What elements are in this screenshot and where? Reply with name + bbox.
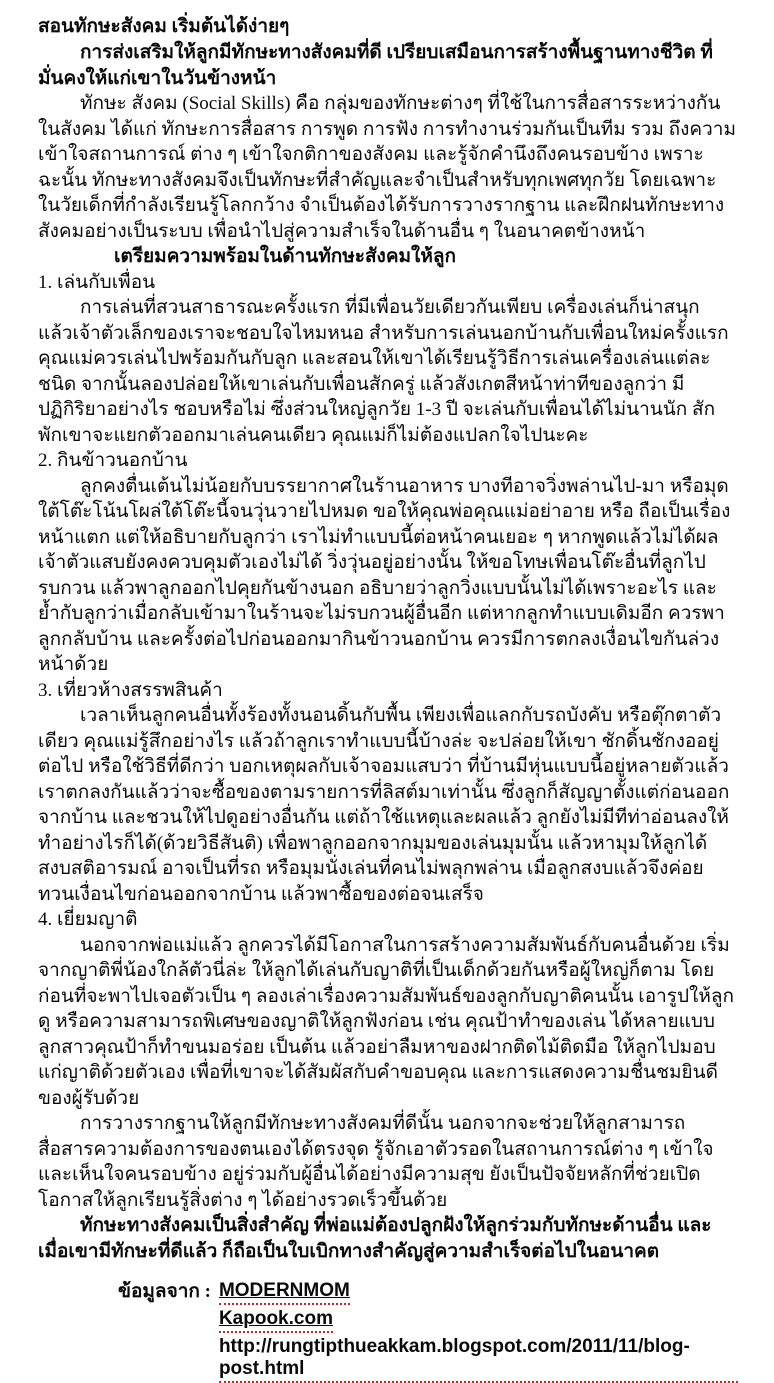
section-4-body: นอกจากพ่อแม่แล้ว ลูกควรได้มีโอกาสในการสร้างความสัมพันธ์กับคนอื่นด้วย เริ่มจากญาติพี่น้องใกล้ตัวนี่ล่ะ ให้ลูกได้เล่นกับญาติที่เป็นเด็กด้วยกันหรือผู้ใหญ่ก็ตาม โดยก่อนที่จะพาไปเจอตัวเป็น ๆ ลองเล่าเรื่องความสัมพันธ์ของลูกกับญาติคนนั้น เอารูปให้ลูกดู หรือความสามารถพิเศษของญาติให้ลูกฟังก่อน เช่น คุณป้าทำของเล่น ได้หลายแบบ ลูกสาวคุณป้าก็ทำขนมอร่อย เป็นต้น แล้วอย่าลืมหาของฝากติดไม้ติดมือ ให้ลูกไปมอบแก่ญาติด้วยตัวเอง เพื่อที่เขาจะได้สัมผัสกับคำขอบคุณ และการแสดงความชื่นชมยินดีของผู้รับด้วย [38, 934, 734, 1109]
source-link-blogspot-url[interactable]: http://rungtipthueakkam.blogspot.com/2011/11/blog-post.html [219, 1336, 738, 1383]
lead-paragraph: การส่งเสริมให้ลูกมีทักษะทางสังคมที่ดี เปรียบเสมือนการสร้างพื้นฐานทางชีวิต ที่มั่นคงให้แก่เขาในวันข้างหน้า [38, 42, 713, 89]
source-link-modernmom[interactable]: MODERNMOM [219, 1280, 350, 1305]
document-title: สอนทักษะสังคม เริ่มต้นได้ง่ายๆ [38, 16, 290, 37]
prepare-section-header: เตรียมความพร้อมในด้านทักษะสังคมให้ลูก [114, 246, 457, 267]
closing-paragraph: การวางรากฐานให้ลูกมีทักษะทางสังคมที่ดีนั้น นอกจากจะช่วยให้ลูกสามารถสื่อสารความต้องการของตนเองได้ตรงจุด รู้จักเอาตัวรอดในสถานการณ์ต่าง ๆ เข้าใจ และเห็นใจคนรอบข้าง อยู่ร่วมกับผู้อื่นได้อย่างมีความสุข ยังเป็นปัจจัยหลักที่ช่วยเปิดโอกาสให้ลูกเรียนรู้สิ่งต่าง ๆ ได้อย่างรวดเร็วขึ้นด้วย [38, 1113, 714, 1211]
sources-block [118, 1280, 738, 1383]
section-2-heading: 2. กินข้าวนอกบ้าน [38, 450, 188, 471]
section-2-body: ลูกคงตื่นเต้นไม่น้อยกับบรรยากาศในร้านอาหาร บางทีอาจวิ่งพล่านไป-มา หรือมุดใต้โต๊ะโน้นโผล่ใต้โต๊ะนี้จนวุ่นวายไปหมด ขอให้คุณพ่อคุณแม่อย่าอาย หรือ ถือเป็นเรื่องหน้าแตก แต่ให้อธิบายกับลูกว่า เราไม่ทำแบบนี้ต่อหน้าคนเยอะ ๆ หากพูดแล้วไม่ได้ผล เจ้าตัวแสบยังคงควบคุมตัวเองไม่ได้ วิ่งวุ่นอยู่อย่างนั้น ให้ขอโทษเพื่อนโต๊ะอื่นที่ลูกไปรบกวน แล้วพาลูกออกไปคุยกันข้างนอก อธิบายว่าลูกวิ่งแบบนั้นไม่ได้เพราะอะไร และย้ำกับลูกว่าเมื่อกลับเข้ามาในร้านจะไม่รบกวนผู้อื่นอีก แต่หากลูกทำแบบเดิมอีก ควรพาลูกกลับบ้าน และครั้งต่อไปก่อนออกมากินข้าวนอกบ้าน ควรมีการตกลงเงื่อนไขกันล่วงหน้าด้วย [38, 475, 731, 675]
section-4-heading: 4. เยี่ยมญาติ [38, 909, 138, 930]
intro-paragraph: ทักษะ สังคม (Social Skills) คือ กลุ่มของทักษะต่างๆ ที่ใช้ในการสื่อสารระหว่างกันในสังคม ได้แก่ ทักษะการสื่อสาร การพูด การฟัง การทำงานร่วมกันเป็นทีม รวม ถึงความเข้าใจสถานการณ์ ต่าง ๆ เข้าใจกติกาของสังคม และรู้จักคำนึงถึงคนรอบข้าง เพราะฉะนั้น ทักษะทางสังคมจึงเป็นทักษะที่สำคัญและจำเป็นสำหรับทุกเพศทุกวัย โดยเฉพาะในวัยเด็กที่กำลังเรียนรู้โลกกว้าง จำเป็นต้องได้รับการวางรากฐาน และฝึกฝนทักษะทางสังคมอย่างเป็นระบบ เพื่อนำไปสู่ความสำเร็จในด้านอื่น ๆ ในอนาคตข้างหน้า [38, 93, 736, 242]
source-link-kapook[interactable]: Kapook.com [219, 1308, 333, 1333]
section-1-body: การเล่นที่สวนสาธารณะครั้งแรก ที่มีเพื่อนวัยเดียวกันเพียบ เครื่องเล่นก็น่าสนุก แล้วเจ้าตัวเล็กของเราจะชอบใจไหมหนอ สำหรับการเล่นนอกบ้านกับเพื่อนใหม่ครั้งแรก คุณแม่ควรเล่นไปพร้อมกันกับลูก และสอนให้เขาได้เรียนรู้วิธีการเล่นเครื่องเล่นแต่ละชนิด จากนั้นลองปล่อยให้เขาเล่นกับเพื่อนสักครู่ แล้วสังเกตสีหน้าท่าทีของลูกว่า มีปฏิกิริยาอย่างไร ชอบหรือไม่ ซึ่งส่วนใหญ่ลูกวัย 1-3 ปี จะเล่นกับเพื่อนได้ไม่นานนัก สักพักเขาจะแยกตัวออกมาเล่นคนเดียว คุณแม่ก็ไม่ต้องแปลกใจไปนะคะ [38, 297, 729, 446]
sources-list [219, 1280, 738, 1383]
conclusion-paragraph: ทักษะทางสังคมเป็นสิ่งสำคัญ ที่พ่อแม่ต้องปลูกฝังให้ลูกร่วมกับทักษะด้านอื่น และเมื่อเขามีทักษะที่ดีแล้ว ก็ถือเป็นใบเบิกทางสำคัญสู่ความสำเร็จต่อไปในอนาคต [38, 1215, 712, 1262]
section-1-heading: 1. เล่นกับเพื่อน [38, 271, 156, 293]
section-3-body: เวลาเห็นลูกคนอื่นทั้งร้องทั้งนอนดิ้นกับพื้น เพียงเพื่อแลกกับรถบังคับ หรือตุ๊กตาตัวเดียว คุณแม่รู้สึกอย่างไร แล้วถ้าลูกเราทำแบบนี้บ้างล่ะ จะปล่อยให้เขา ชักดิ้นชักงออยู่ต่อไป หรือใช้วิธีที่ดีกว่า บอกเหตุผลกับเจ้าจอมแสบว่า ที่บ้านมีหุ่นแบบนี้อยู่หลายตัวแล้ว เราตกลงกันแล้วว่าจะซื้อของตามรายการที่ลิสต์มาเท่านั้น ซึ่งลูกก็สัญญาตั้งแต่ก่อนออกจากบ้าน และชวนให้ไปดูอย่างอื่นกัน แต่ถ้าใช้แหตุและผลแล้ว ลูกยังไม่มีทีท่าอ่อนลงให้ทำอย่างไรก็ได้(ด้วยวิธีสันติ) เพื่อพาลูกออกจากมุมของเล่นมุมนั้น แล้วหามุมให้ลูกได้สงบสติอารมณ์ อาจเป็นที่รถ หรือมุมนั่งเล่นที่คนไม่พลุกพล่าน เมื่อลูกสงบแล้วจึงค่อยทวนเงื่อนไขก่อนออกจากบ้าน แล้วพาซื้อของต่อจนเสร็จ [38, 705, 730, 905]
section-3-heading: 3. เที่ยวห้างสรรพสินค้า [38, 679, 223, 701]
sources-label: ข้อมูลจาก : [118, 1281, 211, 1302]
